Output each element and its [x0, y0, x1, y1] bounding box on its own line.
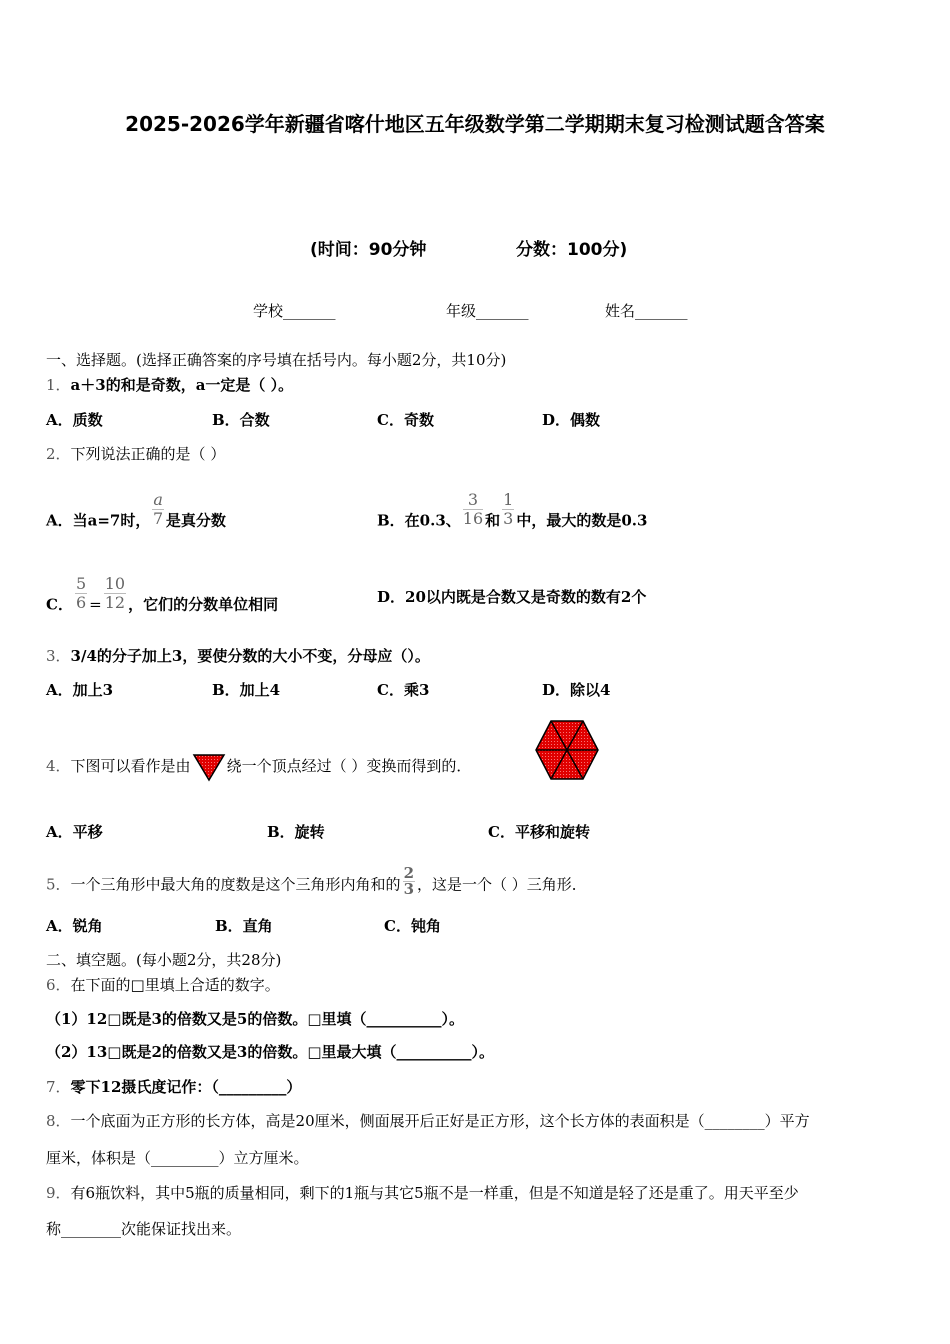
- option-text: 和: [485, 511, 501, 530]
- question-number: 1．: [46, 376, 71, 394]
- question-number: 8．: [46, 1112, 71, 1130]
- question-text: 下图可以看作是由: [70, 757, 191, 775]
- grade-field[interactable]: 年级_______: [446, 302, 529, 320]
- question-number: 2．: [46, 445, 71, 463]
- question-8-continued: 厘米，体积是（_________）立方厘米。: [46, 1149, 309, 1167]
- fraction: $\frac{3}{16}$: [462, 490, 484, 528]
- hexagon-figure-icon: [535, 719, 599, 781]
- option-a: A．锐角: [46, 917, 103, 935]
- question-text: 零下12摄氏度记作：（_________）: [70, 1078, 302, 1096]
- question-text: a＋3的和是奇数，a一定是（ ）。: [70, 376, 294, 394]
- question-text: 绕一个顶点经过（ ）变换而得到的．: [226, 757, 472, 775]
- option-text: B．在0.3、: [377, 511, 461, 530]
- fraction: $\frac{10}{12}$: [104, 574, 126, 612]
- name-field[interactable]: 姓名_______: [605, 302, 688, 320]
- question-number: 9．: [46, 1184, 71, 1202]
- option-text: ，它们的分数单位相同: [128, 595, 279, 614]
- option-c: [46, 574, 279, 624]
- option-c: C．平移和旋转: [488, 823, 590, 841]
- option-c: C．钝角: [384, 917, 441, 935]
- option-b: B．加上4: [212, 681, 281, 699]
- exam-time: (时间：90分钟: [310, 240, 427, 260]
- question-2: [46, 444, 225, 464]
- option-c: C．乘3: [377, 681, 430, 699]
- fraction: $\frac{2}{3}$: [403, 864, 414, 898]
- option-d: D．20以内既是合数又是奇数的数有2个: [377, 588, 647, 606]
- question-9-continued: 称________次能保证找出来。: [46, 1220, 242, 1238]
- question-8: [46, 1111, 810, 1131]
- question-4: [46, 752, 471, 782]
- fraction: $\frac{a}{7}$: [153, 490, 164, 528]
- option-c: C．奇数: [377, 411, 434, 429]
- exam-score: 分数：100分): [516, 240, 628, 260]
- question-1: [46, 375, 293, 395]
- option-text: C．: [46, 595, 73, 614]
- question-5: [46, 864, 587, 901]
- option-a: A．质数: [46, 411, 103, 429]
- option-a: A．平移: [46, 823, 103, 841]
- option-text: 中，最大的数是0.3: [516, 511, 648, 530]
- fraction: $\frac{1}{3}$: [503, 490, 514, 528]
- option-b: B．合数: [212, 411, 270, 429]
- option-a: [46, 490, 226, 540]
- question-text: ，这是一个（ ）三角形．: [417, 875, 587, 894]
- option-text: 是真分数: [165, 511, 226, 530]
- question-text: 一个三角形中最大角的度数是这个三角形内角和的: [70, 875, 401, 894]
- option-b: B．直角: [215, 917, 273, 935]
- section-2-heading: 二、填空题。(每小题2分，共28分): [46, 951, 282, 969]
- question-7: [46, 1077, 301, 1097]
- equals-sign: =: [89, 595, 102, 614]
- option-d: D．偶数: [542, 411, 601, 429]
- option-d: D．除以4: [542, 681, 611, 699]
- question-9: [46, 1183, 799, 1203]
- school-field[interactable]: 学校_______: [253, 302, 336, 320]
- question-text: 下列说法正确的是（ ）: [70, 445, 226, 463]
- option-text: A．当a=7时，: [46, 511, 151, 530]
- option-b: B．旋转: [267, 823, 325, 841]
- option-b: [377, 490, 648, 540]
- question-number: 4．: [46, 757, 71, 775]
- section-1-heading: 一、选择题。(选择正确答案的序号填在括号内。每小题2分，共10分): [46, 351, 507, 369]
- question-6-part-1: （1）12□既是3的倍数又是5的倍数。□里填（__________）。: [46, 1010, 465, 1028]
- question-text: 3/4的分子加上3，要使分数的大小不变，分母应（）。: [70, 647, 430, 665]
- page-title: 2025-2026学年新疆省喀什地区五年级数学第二学期期末复习检测试题含答案: [125, 112, 825, 136]
- question-text: 一个底面为正方形的长方体，高是20厘米，侧面展开后正好是正方形，这个长方体的表面积是（________）平方: [70, 1112, 810, 1130]
- question-number: 3．: [46, 647, 71, 665]
- question-text: 有6瓶饮料，其中5瓶的质量相同，剩下的1瓶与其它5瓶不是一样重，但是不知道是轻了还是重了。用天平至少: [70, 1184, 799, 1202]
- question-3: [46, 646, 430, 666]
- question-number: 7．: [46, 1078, 71, 1096]
- triangle-figure-icon: [192, 752, 226, 782]
- question-number: 5．: [46, 875, 71, 894]
- question-number: 6．: [46, 976, 71, 994]
- question-6-part-2: （2）13□既是2的倍数又是3的倍数。□里最大填（__________）。: [46, 1043, 495, 1061]
- fraction: $\frac{5}{6}$: [75, 574, 87, 612]
- question-6: [46, 975, 280, 995]
- option-a: A．加上3: [46, 681, 114, 699]
- question-text: 在下面的□里填上合适的数字。: [70, 976, 280, 994]
